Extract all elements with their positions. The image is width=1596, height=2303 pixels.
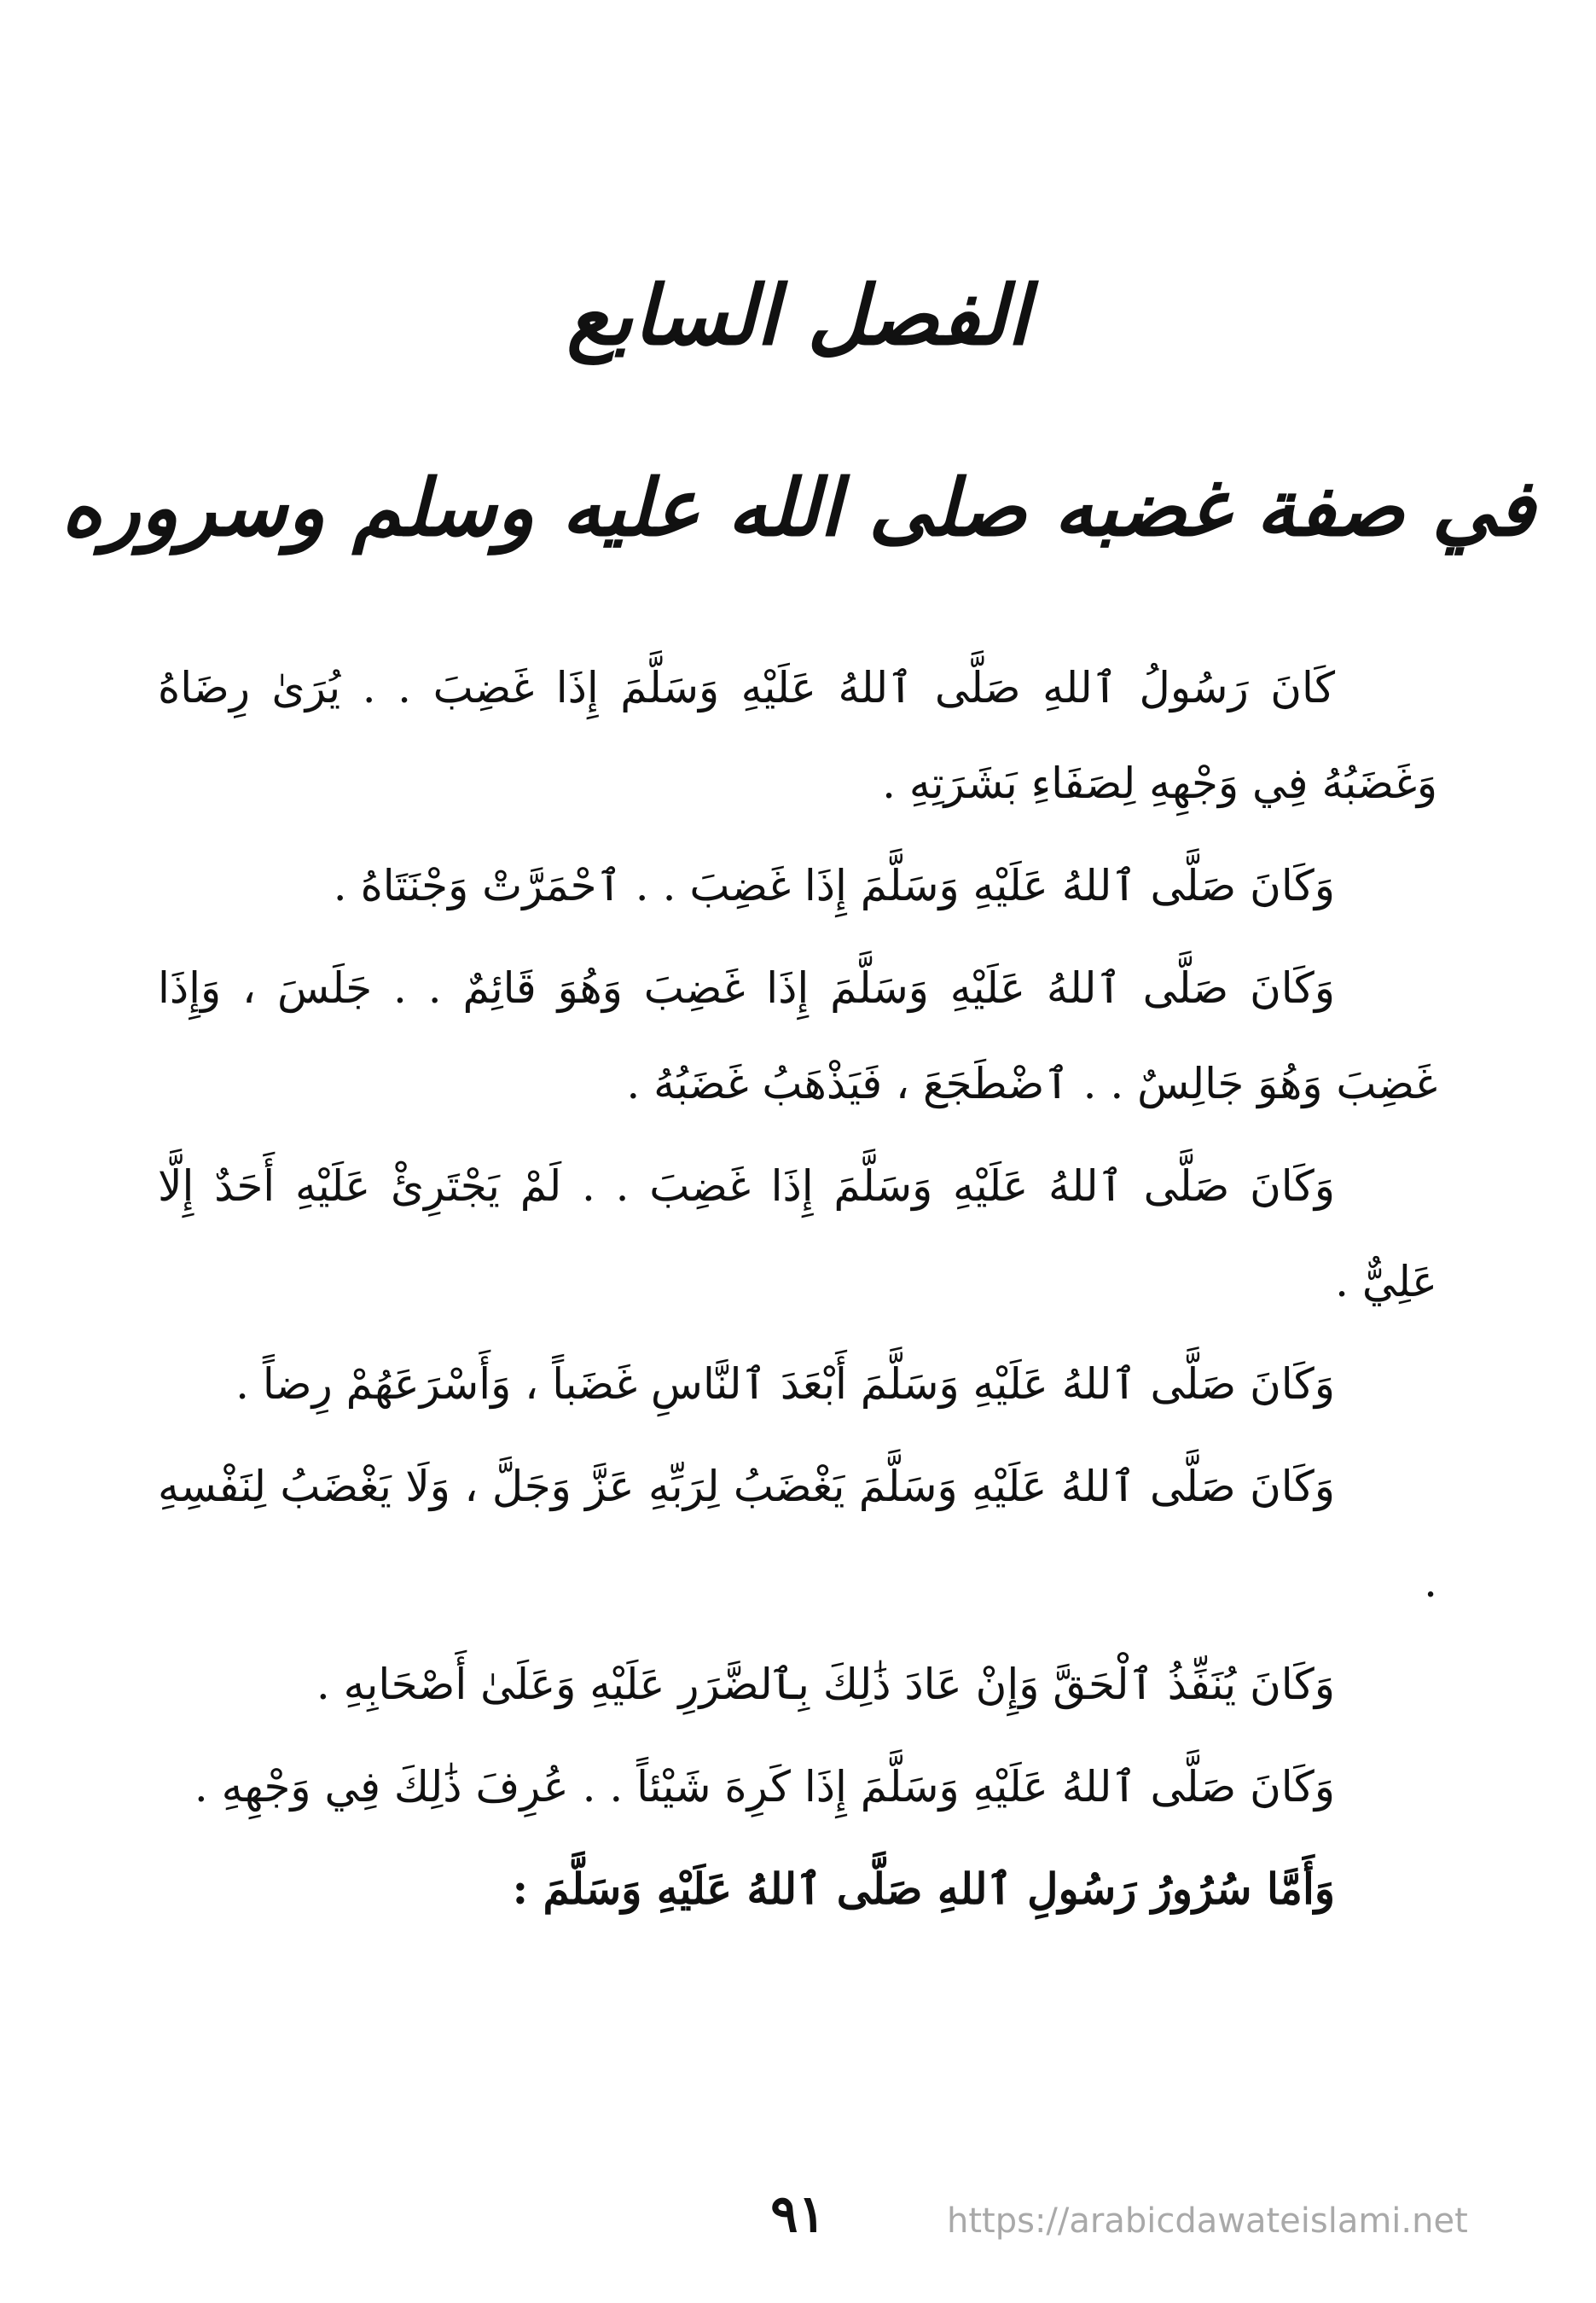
chapter-subtitle: في صفة غضبه صلى الله عليه وسلم وسروره — [61, 462, 1535, 554]
section-lead-in: وَأَمَّا سُرُورُ رَسُولِ ٱللهِ صَلَّى ٱللهُ عَلَيْهِ وَسَلَّمَ : — [512, 1864, 1335, 1914]
paragraph: وَكَانَ صَلَّى ٱللهُ عَلَيْهِ وَسَلَّمَ يَغْضَبُ لِرَبِّهِ عَزَّ وَجَلَّ ، وَلَا يَغْضَبُ لِنَفْسِهِ . — [158, 1462, 1437, 1607]
paragraph: كَانَ رَسُولُ ٱللهِ صَلَّى ٱللهُ عَلَيْهِ وَسَلَّمَ إِذَا غَضِبَ . . يُرَىٰ رِضَاهُ وَغَضَبُهُ فِي وَجْهِهِ لِصَفَاءِ بَشَرَتِهِ . — [158, 663, 1437, 808]
paragraph: وَكَانَ صَلَّى ٱللهُ عَلَيْهِ وَسَلَّمَ إِذَا غَضِبَ . . ٱحْمَرَّتْ وَجْنَتَاهُ . — [333, 861, 1335, 910]
page-number: ٩١ — [770, 2184, 826, 2244]
paragraph: وَكَانَ صَلَّى ٱللهُ عَلَيْهِ وَسَلَّمَ أَبْعَدَ ٱلنَّاسِ غَضَباً ، وَأَسْرَعَهُمْ رِضاً . — [235, 1359, 1335, 1409]
watermark-url: https://arabicdawateislami.net — [947, 2201, 1468, 2241]
paragraph: وَكَانَ صَلَّى ٱللهُ عَلَيْهِ وَسَلَّمَ إِذَا غَضِبَ . . لَمْ يَجْتَرِئْ عَلَيْهِ أَحَدٌ إِلَّا عَلِيٌّ . — [158, 1161, 1437, 1306]
chapter-title: الفصل السابع — [566, 267, 1030, 363]
paragraph: وَكَانَ صَلَّى ٱللهُ عَلَيْهِ وَسَلَّمَ إِذَا غَضِبَ وَهُوَ قَائِمٌ . . جَلَسَ ، وَإِذَا غَضِبَ وَهُوَ جَالِسٌ . . ٱضْطَجَعَ ، فَيَذْهَبُ غَضَبُهُ . — [158, 963, 1437, 1108]
paragraph: وَكَانَ صَلَّى ٱللهُ عَلَيْهِ وَسَلَّمَ إِذَا كَرِهَ شَيْئاً . . عُرِفَ ذَٰلِكَ فِي وَجْهِهِ . — [194, 1762, 1335, 1812]
paragraph: وَكَانَ يُنَفِّذُ ٱلْحَقَّ وَإِنْ عَادَ ذَٰلِكَ بِٱلضَّرَرِ عَلَيْهِ وَعَلَىٰ أَصْحَابِهِ . — [316, 1660, 1335, 1709]
body-text — [158, 640, 1437, 1944]
